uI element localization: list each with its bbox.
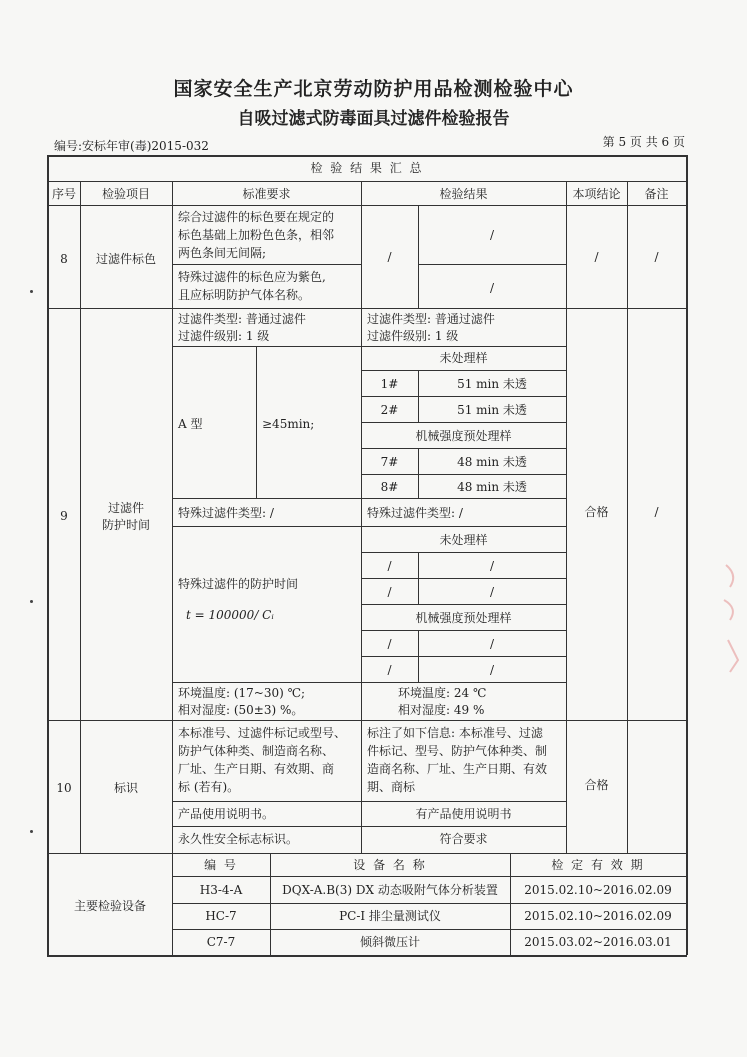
row10-req1-line3: 厂址、生产日期、有效期、商 (178, 762, 335, 776)
row9-mech-header: 机械强度预处理样 (415, 429, 512, 443)
equipment-row1-valid: 2015.02.10~2016.02.09 (524, 883, 672, 897)
equipment-label: 主要检验设备 (73, 899, 146, 913)
equipment-row2-name: PC-I 排尘量测试仪 (339, 909, 441, 923)
row9-sample7-id: 7# (380, 455, 399, 469)
row9-special-u1-id: / (387, 559, 392, 573)
row9-mech-header-2: 机械强度预处理样 (415, 611, 512, 625)
row10-res1-line3: 造商名称、厂址、生产日期、有效 (367, 762, 548, 776)
row10-req2: 产品使用说明书。 (178, 807, 275, 821)
report-title: 自吸过滤式防毒面具过滤件检验报告 (237, 109, 510, 129)
scan-speck (30, 600, 33, 603)
row9-req-level: 过滤件级别: 1 级 (178, 329, 270, 343)
page-info: 第 5 页 共 6 页 (602, 135, 685, 149)
row9-special-u2-id: / (387, 585, 392, 599)
equipment-row3-name: 倾斜微压计 (359, 935, 420, 949)
row9-sample1-value: 51 min 未透 (457, 377, 527, 391)
row9-special-time: 特殊过滤件的防护时间 (178, 577, 299, 591)
col-header-conclusion: 本项结论 (572, 187, 621, 201)
row10-req3: 永久性安全标志标识。 (178, 832, 299, 846)
equipment-header-valid: 检 定 有 效 期 (551, 858, 645, 872)
row9-item-line2: 防护时间 (101, 518, 150, 532)
col-header-remark: 备注 (644, 187, 669, 201)
row9-special-m2-val: / (489, 663, 495, 677)
equipment-row2-code: HC-7 (205, 909, 237, 923)
row9-env-res-humidity: 相对湿度: 49 % (398, 703, 485, 717)
row10-no: 10 (56, 781, 72, 795)
row8-no: 8 (60, 252, 68, 266)
row9-special-res: 特殊过滤件类型: / (367, 506, 463, 520)
equipment-row1-code: H3-4-A (199, 883, 243, 897)
equipment-header-code: 编 号 (204, 858, 238, 872)
row8-req2-line1: 特殊过滤件的标色应为紫色, (178, 270, 326, 284)
row9-no: 9 (60, 509, 68, 523)
org-title: 国家安全生产北京劳动防护用品检测检验中心 (173, 78, 574, 100)
row9-a-type: A 型 (178, 417, 203, 431)
row8-req1-line1: 综合过滤件的标色要在规定的 (178, 210, 335, 224)
table-caption: 检 验 结 果 汇 总 (310, 161, 424, 175)
equipment-row1-name: DQX-A.B(3) DX 动态吸附气体分析装置 (282, 883, 498, 897)
row8-req2-line2: 且应标明防护气体名称。 (178, 288, 311, 302)
row9-special-m1-id: / (387, 637, 392, 651)
col-header-item: 检验项目 (101, 187, 150, 201)
row9-remark: / (654, 505, 659, 519)
row9-sample8-id: 8# (380, 480, 399, 494)
row10-res1-line1: 标注了如下信息: 本标准号、过滤 (367, 726, 543, 740)
row8-result1-slash: / (489, 228, 495, 242)
equipment-row3-code: C7-7 (206, 935, 236, 949)
row9-sample2-value: 51 min 未透 (457, 403, 527, 417)
row8-item: 过滤件标色 (95, 252, 156, 266)
row10-res3: 符合要求 (439, 832, 488, 846)
row8-req1-line2: 标色基础上加粉色色条，相邻 (178, 228, 335, 242)
row9-sample2-id: 2# (380, 403, 399, 417)
red-stamp-fragment (716, 560, 746, 680)
row9-special-m1-val: / (489, 637, 495, 651)
row10-conclusion: 合格 (584, 778, 609, 792)
row9-req-type: 过滤件类型: 普通过滤件 (178, 312, 306, 326)
scan-speck (30, 830, 33, 833)
row8-result2-slash: / (489, 281, 495, 295)
col-header-no: 序号 (51, 187, 76, 201)
row10-req1-line4: 标 (若有)。 (178, 780, 240, 794)
col-header-requirement: 标准要求 (242, 187, 291, 201)
row9-conclusion: 合格 (584, 505, 609, 519)
row10-res1-line4: 期、商标 (367, 780, 416, 794)
row8-req1-line3: 两色条间无间隔; (178, 246, 267, 260)
equipment-header-name: 设 备 名 称 (353, 858, 427, 872)
row9-untreated-header: 未处理样 (439, 351, 488, 365)
row8-remark: / (654, 250, 659, 264)
row9-sample1-id: 1# (380, 377, 399, 391)
row8-result-slash: / (387, 250, 392, 264)
col-header-result: 检验结果 (439, 187, 488, 201)
row9-sample7-value: 48 min 未透 (457, 455, 527, 469)
row10-req1-line2: 防护气体种类、制造商名称、 (178, 744, 335, 758)
row10-req1-line1: 本标准号、过滤件标记或型号、 (178, 726, 347, 740)
row9-item-line1: 过滤件 (107, 501, 144, 515)
row10-res2: 有产品使用说明书 (415, 807, 512, 821)
report-number: 编号:安标年审(毒)2015-032 (54, 139, 209, 153)
row8-conclusion: / (594, 250, 599, 264)
row9-special-u1-val: / (489, 559, 495, 573)
row9-env-req-temp: 环境温度: (17~30) ℃; (178, 686, 306, 700)
row9-special-m2-id: / (387, 663, 392, 677)
row9-untreated-header-2: 未处理样 (439, 533, 488, 547)
row10-res1-line2: 件标记、型号、防护气体种类、制 (367, 744, 548, 758)
scan-speck (30, 290, 33, 293)
row9-res-type: 过滤件类型: 普通过滤件 (367, 312, 495, 326)
row9-res-level: 过滤件级别: 1 级 (367, 329, 459, 343)
row9-special-req: 特殊过滤件类型: / (178, 506, 274, 520)
row9-sample8-value: 48 min 未透 (457, 480, 527, 494)
equipment-row2-valid: 2015.02.10~2016.02.09 (524, 909, 672, 923)
row9-env-res-temp: 环境温度: 24 ℃ (398, 686, 487, 700)
row9-special-u2-val: / (489, 585, 495, 599)
row9-formula: t = 100000/ Cᵢ (186, 608, 274, 622)
row10-item: 标识 (113, 781, 138, 795)
row9-a-requirement: ≥45min; (262, 417, 315, 431)
row9-env-req-humidity: 相对湿度: (50±3) %。 (178, 703, 304, 717)
equipment-row3-valid: 2015.03.02~2016.03.01 (524, 935, 672, 949)
